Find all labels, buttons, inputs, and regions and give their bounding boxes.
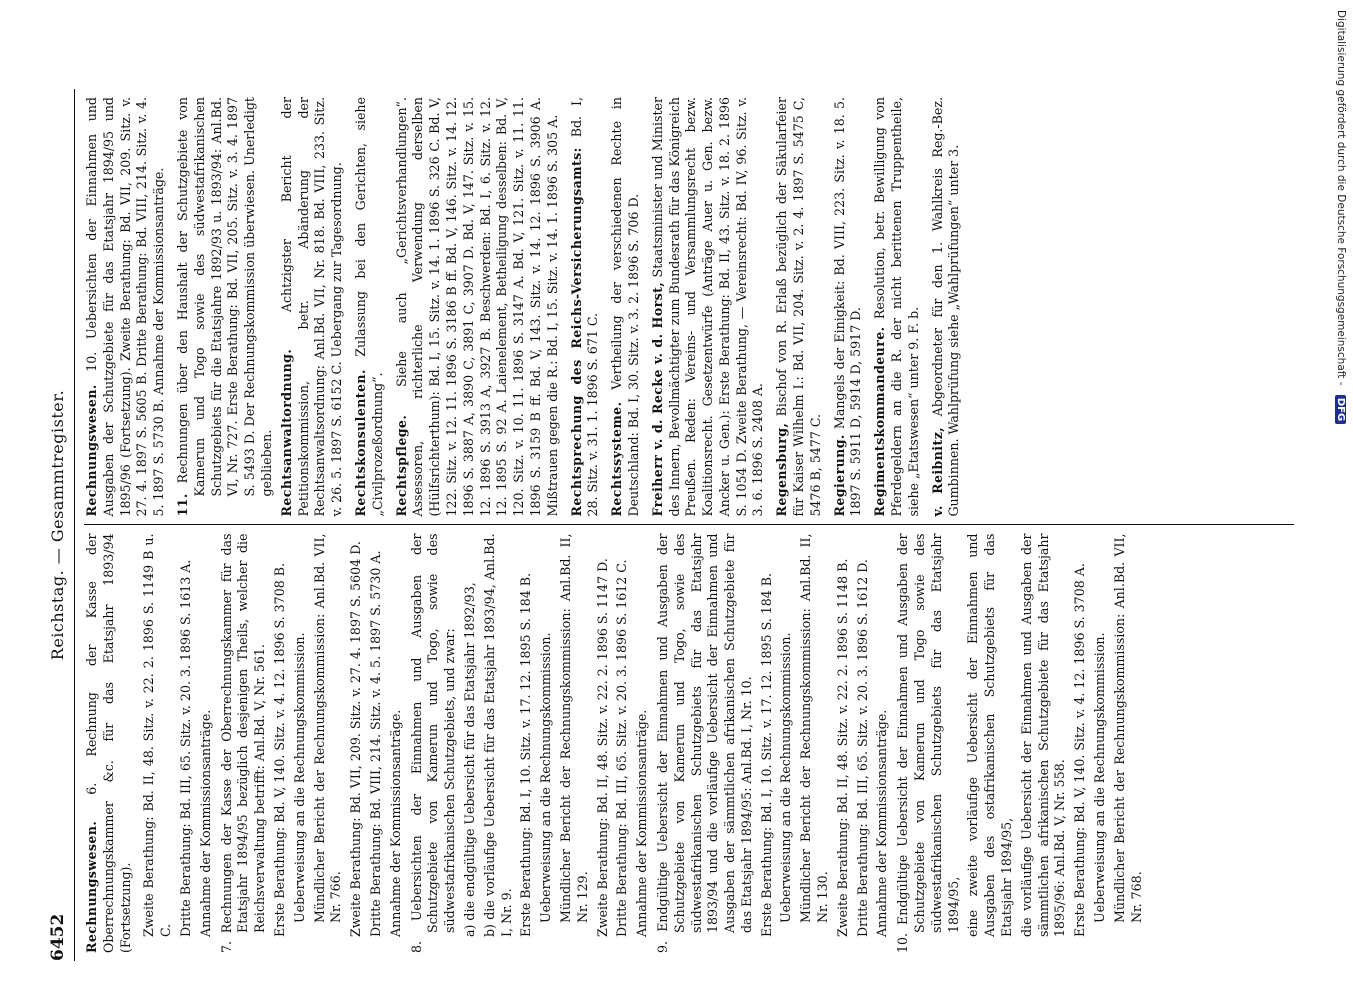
list-item: Mündlicher Bericht der Rechnungskommission: Anl.Bd. II, Nr. 130.: [798, 533, 831, 923]
list-item: Mündlicher Bericht der Rechnungskommission: Anl.Bd. VII, Nr. 768.: [1111, 533, 1144, 923]
entry-head: Regierung.: [831, 434, 847, 517]
entry-recke-horst: [650, 97, 768, 517]
entry-regimentskommandeure: [872, 97, 922, 517]
list-item: Annahme der Kommissionsanträge.: [387, 709, 403, 937]
list-item: Ueberweisung an die Rechnungskommission.: [291, 632, 307, 923]
entry-body: Bd. I, 28. Sitz. v. 31. 1. 1896 S. 671 C.: [568, 97, 601, 517]
list-item: Dritte Berathung: Bd. III, 65. Sitz. v. 20. 3. 1896 S. 1612 C.: [614, 559, 630, 937]
entry-head: v. Reibnitz,: [929, 426, 945, 517]
dfg-logo-icon: DFG: [1335, 395, 1346, 424]
entry-head: Rechtssysteme.: [609, 401, 625, 517]
list-item: Dritte Berathung: Bd. III, 65. Sitz. v. 20. 3. 1896 S. 1612 D.: [854, 559, 870, 937]
entry-head: Regensburg,: [774, 422, 790, 517]
right-column: [82, 89, 1296, 525]
list-item: die vorläufige Uebersicht der Einnahmen und Ausgaben der sämmtlichen afrikanischen Schutzgebiete für das Etatsjahr 1895/96: Anl.Bd. V, Nr. 558.: [1018, 533, 1068, 937]
page-number: 6452: [48, 913, 68, 961]
list-item: Erste Berathung: Bd. V, 140. Sitz. v. 4. 12. 1896 S. 3708 A.: [1072, 563, 1088, 937]
list-item: a) die endgültige Uebersicht für das Etatsjahr 1892/93,: [461, 582, 477, 937]
list-item: Dritte Berathung: Bd. VIII, 214. Sitz. v. 4. 5. 1897 S. 5730 A.: [367, 550, 383, 937]
entry-reibnitz: [930, 97, 964, 517]
list-item: Zweite Berathung: Bd. II, 48. Sitz. v. 22. 2. 1896 S. 1147 D.: [594, 558, 610, 937]
page-header: [36, 89, 75, 961]
entry-head: Rechtsprechung des Reichs-Versicherungsamts:: [568, 147, 584, 517]
list-item: Annahme der Kommissionsanträge.: [197, 709, 213, 937]
entry-body: Abgeordneter für den 1. Wahlkreis Reg.-Bez. Gumbinnen. Wahlprüfung siehe „Wahlprüfungen“ unter 3.: [929, 96, 962, 517]
list-item: Zweite Berathung: Bd. II, 48. Sitz. v. 22. 2. 1896 S. 1149 B u. C.: [141, 533, 174, 937]
list-item: Annahme der Kommissionsanträge.: [874, 709, 890, 937]
entry-regensburg: [774, 97, 824, 517]
entry-rechnungswesen-right: [84, 97, 168, 517]
entry-head: Rechtsanwaltordnung.: [278, 348, 294, 517]
two-column-body: [82, 89, 1296, 961]
list-item: Erste Berathung: Bd. V, 140. Sitz. v. 4. 12. 1896 S. 3708 B.: [271, 563, 287, 937]
list-item: Ueberweisung an die Rechnungskommission.: [778, 632, 794, 923]
rotated-register-page: [36, 85, 1296, 965]
entry-body: Vertheilung der verschiedenen Rechte in Deutschland: Bd. I, 30. Sitz. v. 3. 2. 1896 S. 706 D.: [609, 96, 641, 517]
list-item: Annahme der Kommissionsanträge.: [634, 709, 650, 937]
entry-body: Rechnungen über den Haushalt der Schutzgebiete von Kamerun und Togo sowie des südwestafrikanischen Schutzgebiets für die Etatsjahre 1892/93 u. 1893/94: Anl.Bd. VI, Nr. 727. Erste Berathung: Bd. VII, 205. Sitz. v. 3. 4. 1897 S. 5493 D. Der Rechnungskommission überwiesen. Unerledigt geblieben.: [174, 97, 274, 497]
entry-body: Staatsminister und Minister des Innern, Bevollmächtigter zum Bundesrath für das Königreich Preußen. Reden: Vereins- und Versammlungsrecht bezw. Koalitionsrecht. Gesetzentwürfe (Anträge Auer u. Gen. bezw. Ancker u. Gen.): Erste Berathung: Bd. II, 43. Sitz. v. 18. 2. 1896 S. 1054 D. Zweite Berathung, — Vereinsrecht: Bd. IV, 96. Sitz. v. 3. 6. 1896 S. 2408 A.: [649, 97, 766, 517]
list-item: Mündlicher Bericht der Rechnungskommission: Anl.Bd. VII, Nr. 766.: [311, 533, 344, 923]
digitization-credit: [1335, 10, 1347, 424]
entry-head: Rechnungswesen.: [84, 384, 99, 517]
entry-body: Siehe auch „Gerichtsverhandlungen“. Assessoren, richterliche Verwendung derselben (Hülfsrichterthum): Bd. I, 15. Sitz. v. 14. 1. 1896 S. 326 C. Bd. V, 122. Sitz. v. 12. 11. 1896 S. 3186 B ff. Bd. V, 146. Sitz. v. 14. 12. 1896 S. 3887 A, 3890 C, 3891 C, 3907 D. Bd. V, 147. Sitz. v. 15. 12. 1896 S. 3913 A, 3927 B. Beschwerden: Bd. I, 6. Sitz. v. 12. 12. 1895 S. 92 A. Laienelement, Betheiligung desselben: Bd. V, 120. Sitz. v. 10. 11. 1896 S. 3147 A. Bd. V, 121. Sitz. v. 11. 11. 1896 S. 3159 B ff. Bd. V, 143. Sitz. v. 14. 12. 1896 S. 3906 A. Mißtrauen gegen die R.: Bd. I, 15. Sitz. v. 14. 1. 1896 S. 305 A.: [393, 97, 560, 517]
entry-rechtsprechung: [569, 97, 603, 517]
entry-intro: 6. Rechnung der Kasse der Oberrechnungskammer &c. für das Etatsjahr 1893/94 (Fortsetzung).: [84, 533, 133, 953]
list-item: 7. Rechnungen der Kasse der Oberrechnungskammer für das Etatsjahr 1894/95 bezüglich desjenigen Theils, welcher die Reichsverwaltung betrifft: Anl.Bd. V, Nr. 561.: [218, 533, 268, 953]
list-item: Dritte Berathung: Bd. III, 65. Sitz. v. 20. 3. 1896 S. 1613 A.: [177, 559, 193, 937]
running-title: Reichstag. — Gesammtregister.: [48, 389, 67, 661]
entry-head: Freiherr v. d. Recke v. d. Horst,: [649, 281, 665, 517]
entry-head: Rechtskonsulenten.: [352, 369, 368, 517]
list-item: Erste Berathung: Bd. I, 10. Sitz. v. 17. 12. 1895 S. 184 B.: [518, 572, 534, 937]
left-column: [82, 526, 1296, 962]
entry-rechtskonsulenten: [353, 97, 387, 517]
entry-rechtspflege: [394, 97, 562, 517]
entry-body: Mangels der Einigkeit: Bd. VIII, 223. Sitz. v. 18. 5. 1897 S. 5911 D, 5914 D, 5917 D.: [831, 97, 864, 517]
entry-head: Regimentskommandeure.: [872, 326, 888, 517]
entry-head: Rechtspflege.: [393, 414, 409, 517]
list-item: Mündlicher Bericht der Rechnungskommission: Anl.Bd. II, Nr. 129.: [557, 533, 590, 923]
entry-rechtssysteme: [609, 97, 643, 517]
entry-rechnungswesen-left: [84, 534, 134, 954]
list-item: Zweite Berathung: Bd. II, 48. Sitz. v. 22. 2. 1896 S. 1148 B.: [834, 558, 850, 937]
column-divider: [84, 525, 1294, 526]
list-item: 9. Endgültige Uebersicht der Einnahmen und Ausgaben der Schutzgebiete von Kamerun und Togo, sowie des südwestafrikanischen Schutzgebiets für das Etatsjahr 1893/94 und die vorläufige Uebersicht der Einnahmen und Ausgaben der sämmtlichen afrikanischen Schutzgebiete für das Etatsjahr 1894/95: Anl.Bd. I, Nr. 10.: [654, 533, 754, 953]
entry-body: 10. Uebersichten der Einnahmen und Ausgaben der Schutzgebiete für das Etatsjahr 1894/95 und 1895/96 (Fortsetzung). Zweite Berathung: Bd. VII, 209. Sitz. v. 27. 4. 1897 S. 5605 B. Dritte Berathung: Bd. VIII, 214. Sitz. v. 4. 5. 1897 S. 5730 B. Annahme der Kommissionsanträge.: [84, 97, 167, 517]
entry-regierung: [832, 97, 866, 517]
entry-body: Bischof von R. Erlaß bezüglich der Säkularfeier für Kaiser Wilhelm I.: Bd. VII, 204. Sitz. v. 2. 4. 1897 S. 5475 C, 5476 B, 5477 C.: [774, 97, 823, 517]
list-item: eine zweite vorläufige Uebersicht der Einnahmen und Ausgaben des ostafrikanischen Schutzgebiets für das Etatsjahr 1894/95,: [965, 533, 1015, 937]
list-item: Zweite Berathung: Bd. VII, 209. Sitz. v. 27. 4. 1897 S. 5604 D.: [348, 541, 364, 937]
entry-body: Achtzigster Bericht der Petitionskommission, betr. Abänderung der Rechtsanwaltsordnung: Anl.Bd. VII, Nr. 818. Bd. VIII, 233. Sitz. v. 26. 5. 1897 S. 6152 C. Uebergang zur Tagesordnung.: [278, 97, 345, 517]
entry-body: Zulassung bei den Gerichten, siehe „Civilprozeßordnung“.: [352, 97, 385, 517]
list-item: Ueberweisung an die Rechnungskommission.: [1092, 632, 1108, 923]
credit-text: Digitalisierung gefördert durch die Deutsche Forschungsgemeinschaft -: [1335, 10, 1347, 386]
list-item: Ueberweisung an die Rechnungskommission.: [538, 632, 554, 923]
list-item: 8. Uebersichten der Einnahmen und Ausgaben der Schutzgebiete von Kamerun und Togo, sowie des südwestafrikanischen Schutzgebiets, und zwar:: [408, 533, 458, 953]
list-item: b) die vorläufige Uebersicht für das Etatsjahr 1893/94, Anl.Bd. I, Nr. 9.: [481, 533, 514, 937]
entry-head: 11.: [174, 493, 190, 517]
list-item: 10. Endgültige Uebersicht der Einnahmen und Ausgaben der Schutzgebiete von Kamerun und Togo sowie des südwestafrikanischen Schutzgebiets für das Etatsjahr 1894/95,: [895, 533, 961, 953]
entry-body: Resolution, betr. Bewilligung von Pferdegeldern an die R. der nicht berittenen Truppentheile, siehe „Etatswesen“ unter 9. F. b.: [872, 97, 921, 517]
entry-rechnungen-haushalt: [175, 97, 276, 517]
entry-rechtsanwaltordnung: [279, 97, 346, 517]
entry-head: Rechnungswesen.: [84, 820, 99, 953]
list-item: Erste Berathung: Bd. I, 10. Sitz. v. 17. 12. 1895 S. 184 B.: [758, 572, 774, 937]
